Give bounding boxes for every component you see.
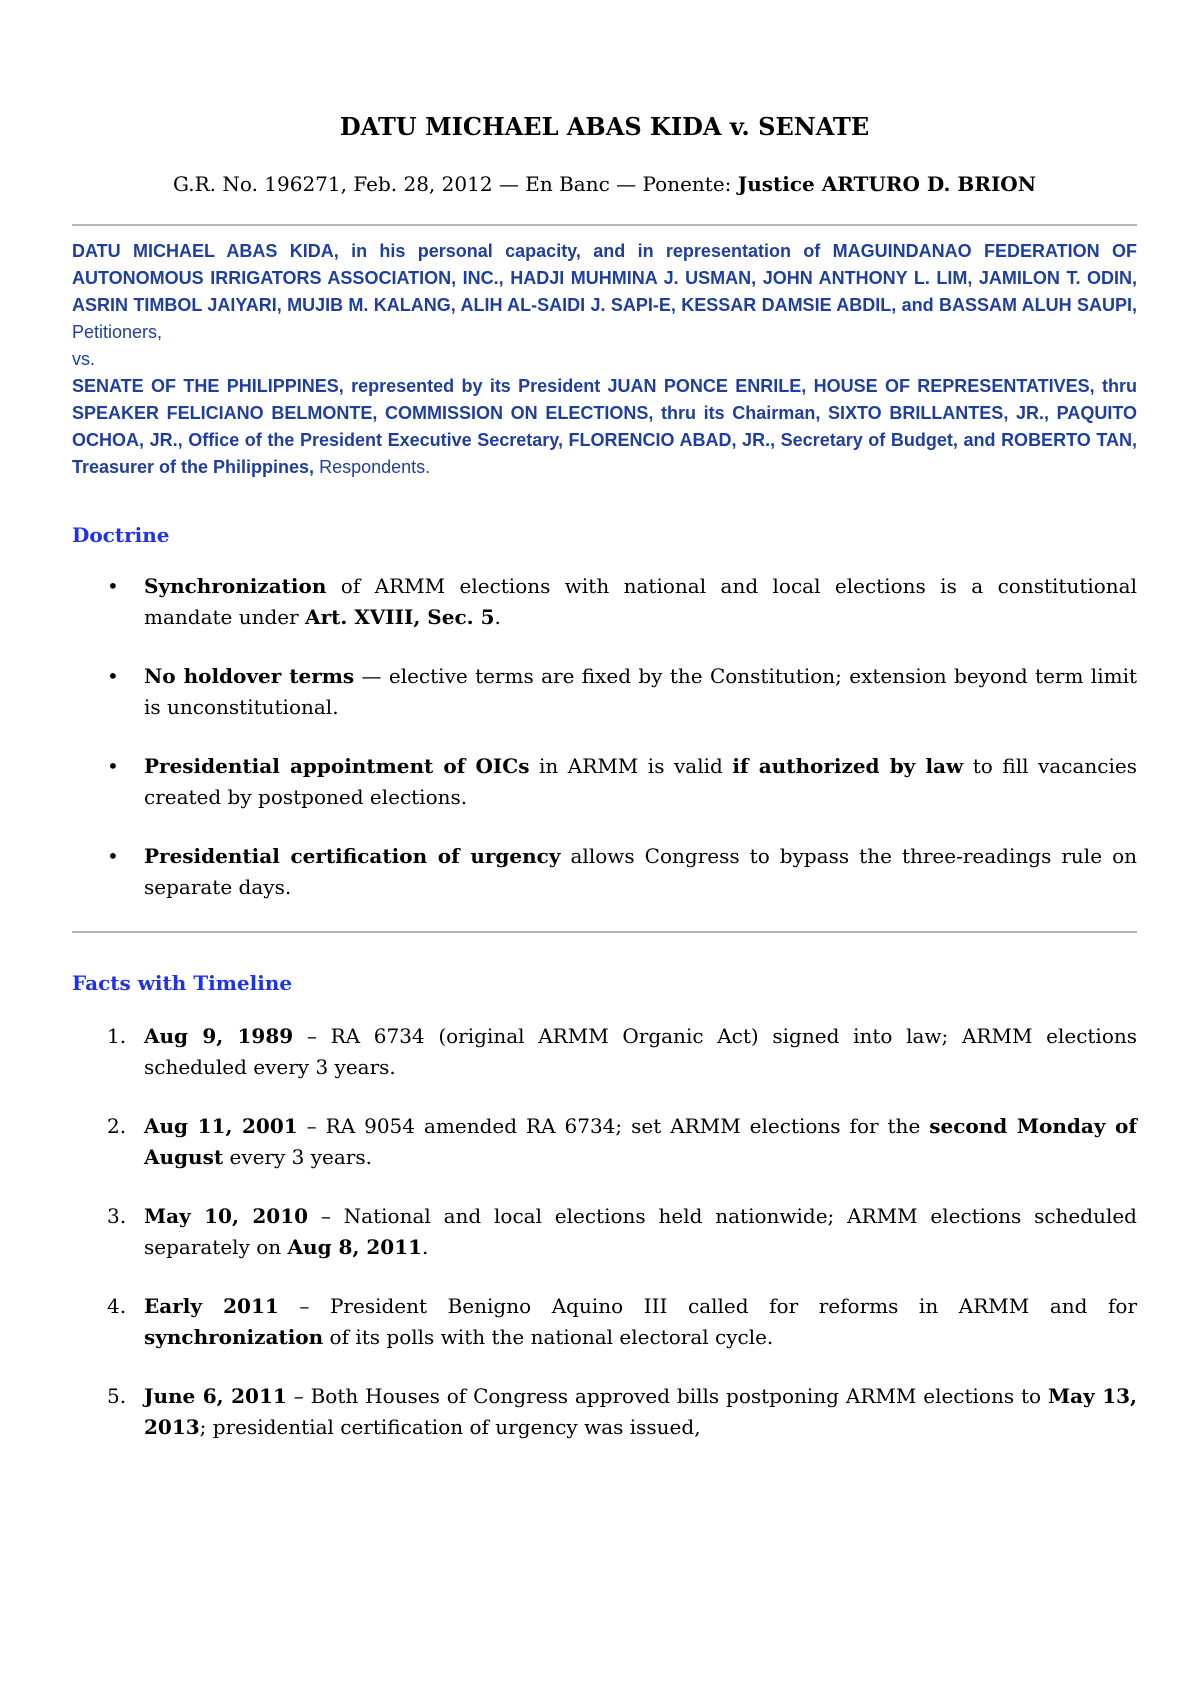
facts-heading: Facts with Timeline: [72, 971, 293, 995]
fact-bold: second Monday of August: [144, 1114, 1137, 1169]
bullet-icon: •: [107, 844, 119, 868]
doctrine-item-text-2: to fill vacancies created by postponed elections.: [144, 754, 1137, 809]
doctrine-item-text: — elective terms are fixed by the Constitution; extension beyond term limit is unconstitutional.: [144, 664, 1138, 719]
fact-text: – National and local elections held nationwide; ARMM elections scheduled separately on: [144, 1204, 1137, 1259]
fact-bold: Aug 8, 2011: [287, 1235, 423, 1259]
case-citation: G.R. No. 196271, Feb. 28, 2012 — En Banc — Ponente:: [172, 172, 738, 196]
fact-bold: synchronization: [144, 1325, 324, 1349]
doctrine-heading: Doctrine: [72, 523, 170, 547]
fact-date: June 6, 2011: [144, 1384, 287, 1408]
fact-date: May 10, 2010: [144, 1204, 309, 1228]
fact-date: Early 2011: [144, 1294, 279, 1318]
fact-item: [72, 1381, 1137, 1443]
fact-text: – Both Houses of Congress approved bills postponing ARMM elections to: [286, 1384, 1048, 1408]
doctrine-item-text: in ARMM is valid: [529, 754, 733, 778]
fact-item: [72, 1111, 1137, 1173]
bullet-icon: •: [107, 664, 119, 688]
fact-item: [72, 1291, 1137, 1353]
ponente-name: Justice ARTURO D. BRION: [737, 172, 1037, 196]
doctrine-item-bold: Presidential appointment of OICs: [144, 754, 530, 778]
petitioners-role: Petitioners,: [72, 322, 163, 342]
doctrine-item-bold: Presidential certification of urgency: [144, 844, 561, 868]
fact-bold: May 13, 2013: [144, 1384, 1137, 1439]
fact-date: Aug 9, 1989: [144, 1024, 294, 1048]
bullet-icon: •: [107, 574, 119, 598]
fact-item: [72, 1201, 1137, 1263]
fact-date: Aug 11, 2001: [144, 1114, 298, 1138]
case-parties: [72, 238, 1137, 481]
doctrine-item-text: of ARMM elections with national and local elections is a constitutional mandate under: [144, 574, 1137, 629]
doctrine-item: [72, 571, 1137, 633]
respondents-names: SENATE OF THE PHILIPPINES, represented by its President JUAN PONCE ENRILE, HOUSE OF REPRESENTATIVES, thru SPEAKER FELICIANO BELMONTE, COMMISSION ON ELECTIONS, thru its Chairman, SIXTO BRILLANTES, JR., PAQUITO OCHOA, JR., Office of the President Executive Secretary, FLORENCIO ABAD, JR., Secretary of Budget, and ROBERTO TAN, Treasurer of the Philippines,: [72, 376, 1137, 477]
case-subtitle: [72, 170, 1137, 198]
versus-label: vs.: [72, 349, 96, 369]
fact-text-2: every 3 years.: [223, 1145, 372, 1169]
fact-text-2: .: [422, 1235, 429, 1259]
fact-number: 3.: [107, 1204, 127, 1228]
case-title: DATU MICHAEL ABAS KIDA v. SENATE: [339, 112, 870, 141]
doctrine-item-bold: No holdover terms: [144, 664, 355, 688]
doctrine-item: [72, 751, 1137, 813]
divider-top: [72, 224, 1137, 226]
doctrine-item-bold: Synchronization: [144, 574, 327, 598]
doctrine-list: [72, 571, 1137, 903]
doctrine-item-text: allows Congress to bypass the three-readings rule on separate days.: [144, 844, 1137, 899]
document-page: [72, 0, 1137, 1471]
facts-list: [72, 1021, 1137, 1443]
doctrine-item-text-2: .: [494, 605, 501, 629]
fact-text: – RA 9054 amended RA 6734; set ARMM elections for the: [297, 1114, 930, 1138]
bullet-icon: •: [107, 754, 119, 778]
doctrine-item-bold-2: if authorized by law: [732, 754, 964, 778]
fact-text: – President Benigno Aquino III called for reforms in ARMM and for: [278, 1294, 1138, 1318]
doctrine-item: [72, 841, 1137, 903]
doctrine-item-bold-2: Art. XVIII, Sec. 5: [305, 605, 495, 629]
fact-number: 5.: [107, 1384, 127, 1408]
fact-number: 4.: [107, 1294, 127, 1318]
fact-item: [72, 1021, 1137, 1083]
fact-text: – RA 6734 (original ARMM Organic Act) signed into law; ARMM elections scheduled every 3 years.: [144, 1024, 1138, 1079]
doctrine-item: [72, 661, 1137, 723]
fact-number: 2.: [107, 1114, 127, 1138]
petitioners-names: DATU MICHAEL ABAS KIDA, in his personal capacity, and in representation of MAGUINDANAO FEDERATION OF AUTONOMOUS IRRIGATORS ASSOCIATION, INC., HADJI MUHMINA J. USMAN, JOHN ANTHONY L. LIM, JAMILON T. ODIN, ASRIN TIMBOL JAIYARI, MUJIB M. KALANG, ALIH AL-SAIDI J. SAPI-E, KESSAR DAMSIE ABDIL, and BASSAM ALUH SAUPI,: [72, 241, 1137, 315]
fact-text-2: ; presidential certification of urgency was issued,: [199, 1415, 701, 1439]
fact-text-2: of its polls with the national electoral cycle.: [323, 1325, 774, 1349]
fact-number: 1.: [107, 1024, 127, 1048]
divider-middle: [72, 931, 1137, 933]
respondents-role: Respondents.: [314, 457, 431, 477]
